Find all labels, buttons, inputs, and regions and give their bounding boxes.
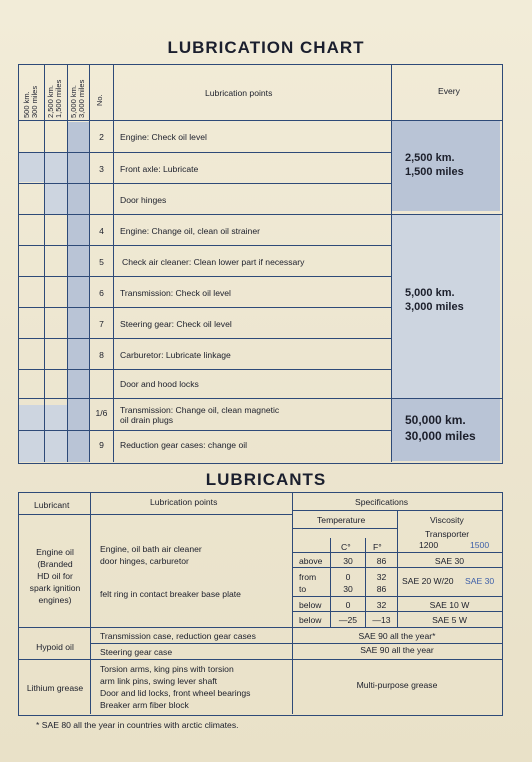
every-group-5000: 5,000 km. 3,000 miles	[405, 287, 464, 313]
row-text: Front axle: Lubricate	[120, 164, 199, 174]
engine-oil-point: felt ring in contact breaker base plate	[100, 589, 241, 599]
temp-c: —25	[338, 615, 358, 625]
interval-shade-500b	[19, 152, 44, 182]
row-text: Door and hood locks	[120, 379, 199, 389]
lithium-label: Lithium grease	[26, 683, 84, 693]
interval-header-5000: 5,000 km. 3,000 miles	[69, 79, 86, 118]
engine-oil-point: door hinges, carburetor	[100, 556, 189, 566]
temp-c: 0	[345, 600, 351, 610]
visc-value-1500: SAE 30	[465, 576, 495, 586]
c-header: C°	[341, 542, 351, 552]
f-header: F°	[373, 542, 382, 552]
footnote: * SAE 80 all the year in countries with arctic climates.	[36, 720, 239, 730]
row-no: 2	[99, 132, 104, 142]
lithium-points: Torsion arms, king pins with torsion arm link pins, swing lever shaft Door and lid locks, front wheel bearings Breaker arm fiber block	[100, 664, 251, 710]
temperature-header: Temperature	[317, 515, 366, 525]
row-text: Door hinges	[120, 195, 167, 205]
visc-value: SAE 20 W/20	[402, 576, 454, 586]
row-text: Transmission: Check oil level	[120, 288, 231, 298]
chart-title: LUBRICATION CHART	[167, 38, 365, 57]
temp-f: 32 86	[376, 572, 387, 594]
points-header: Lubrication points	[205, 88, 273, 98]
lubricant-header: Lubricant	[34, 500, 70, 510]
row-text: Reduction gear cases: change oil	[120, 440, 248, 450]
temp-label: below	[299, 615, 322, 625]
row-text: Transmission: Change oil, clean magnetic oil drain plugs	[120, 405, 280, 425]
row-no: 7	[99, 319, 104, 329]
interval-header-2500: 2,500 km. 1,500 miles	[46, 79, 63, 118]
temp-label: below	[299, 600, 322, 610]
engine-oil-label: Engine oil (Branded HD oil for spark ignition engines)	[29, 547, 81, 605]
hypoid-spec: SAE 90 all the year*	[358, 631, 436, 641]
interval-shade-5000	[67, 122, 89, 462]
interval-shade-2500b	[44, 405, 67, 462]
hypoid-label: Hypoid oil	[36, 642, 74, 652]
lithium-spec: Multi-purpose grease	[356, 680, 438, 690]
lubricants-title: LUBRICANTS	[205, 470, 327, 489]
visc-value: SAE 5 W	[432, 615, 467, 625]
row-text: Engine: Change oil, clean oil strainer	[120, 226, 260, 236]
row-no: 5	[99, 257, 104, 267]
row-no: 6	[99, 288, 104, 298]
row-no: 4	[99, 226, 104, 236]
temp-label: above	[299, 556, 323, 566]
temp-f: —13	[372, 615, 391, 625]
visc-value: SAE 10 W	[429, 600, 470, 610]
hypoid-point: Steering gear case	[100, 647, 173, 657]
hypoid-point: Transmission case, reduction gear cases	[100, 631, 256, 641]
every-group-2500: 2,500 km. 1,500 miles	[405, 152, 464, 178]
row-no: 9	[99, 440, 104, 450]
temp-f: 32	[376, 600, 387, 610]
every-header: Every	[438, 86, 460, 96]
v1500-header: 1500	[470, 540, 490, 550]
lub-points-header: Lubrication points	[150, 497, 218, 507]
row-text: Check air cleaner: Clean lower part if necessary	[122, 257, 305, 267]
specs-header: Specifications	[355, 497, 409, 507]
row-no: 3	[99, 164, 104, 174]
row-text: Steering gear: Check oil level	[120, 319, 232, 329]
every-group-50000: 50,000 km. 30,000 miles	[405, 413, 476, 443]
row-text: Engine: Check oil level	[120, 132, 207, 142]
no-header: No.	[95, 94, 104, 106]
temp-c: 30	[343, 556, 353, 566]
temp-label: from to	[299, 572, 317, 594]
row-text: Carburetor: Lubricate linkage	[120, 350, 231, 360]
transporter-header: Transporter	[425, 529, 470, 539]
viscosity-header: Viscosity	[430, 515, 464, 525]
hypoid-spec: SAE 90 all the year	[360, 645, 434, 655]
row-no: 8	[99, 350, 104, 360]
row-no: 1/6	[95, 408, 108, 418]
interval-shade-500	[19, 405, 44, 462]
engine-oil-point: Engine, oil bath air cleaner	[100, 544, 202, 554]
v1200-header: 1200	[419, 540, 439, 550]
temp-c: 0 30	[343, 572, 353, 594]
temp-f: 86	[376, 556, 387, 566]
interval-header-500: 500 km. 300 miles	[22, 85, 39, 118]
visc-value: SAE 30	[434, 556, 465, 566]
